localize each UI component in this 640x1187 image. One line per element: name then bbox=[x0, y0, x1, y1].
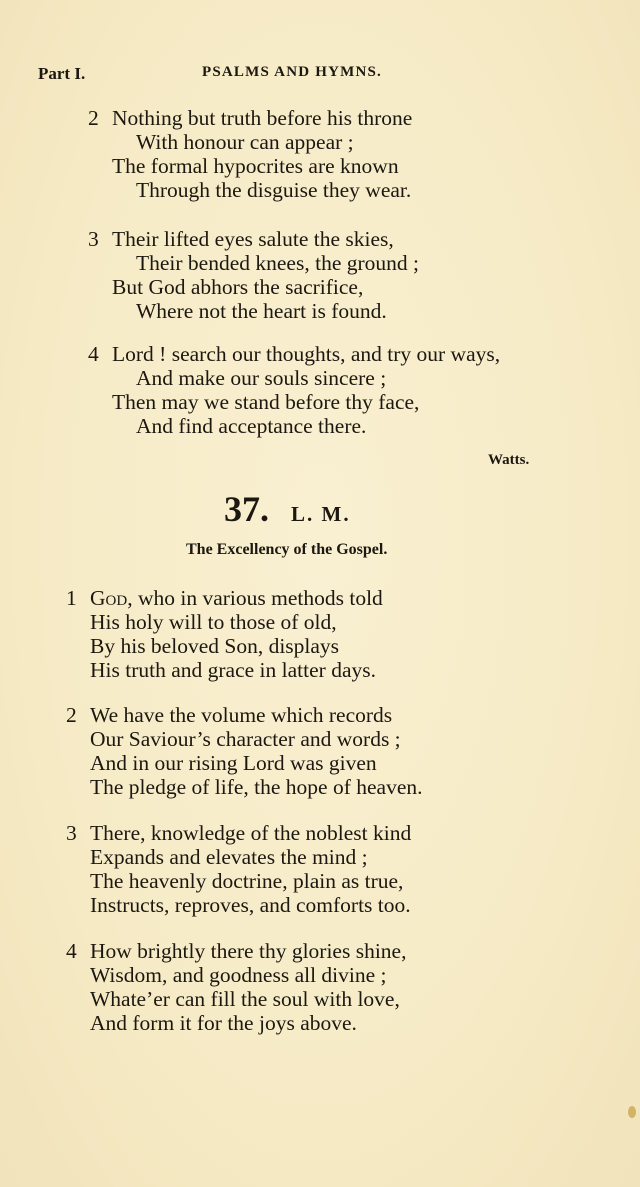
verse-line: Nothing but truth before his throne bbox=[112, 106, 413, 130]
hymn-number: 37. bbox=[224, 489, 269, 529]
verse-line: Through the disguise they wear. bbox=[136, 178, 412, 202]
stanza-number: 4 bbox=[88, 342, 99, 366]
hymn-37-stanza-4 bbox=[66, 939, 407, 1035]
verse-line: Our Saviour’s character and words ; bbox=[90, 727, 401, 751]
part-label: Part I. bbox=[38, 64, 86, 83]
verse-line: But God abhors the sacrifice, bbox=[112, 275, 364, 299]
verse-line: The heavenly doctrine, plain as true, bbox=[90, 869, 404, 893]
verse-line: Whate’er can fill the soul with love, bbox=[90, 987, 400, 1011]
hymn-subtitle: The Excellency of the Gospel. bbox=[186, 541, 388, 558]
first-word: God, bbox=[90, 586, 133, 610]
verse-line: Then may we stand before thy face, bbox=[112, 390, 420, 414]
verse-line: Expands and elevates the mind ; bbox=[90, 845, 368, 869]
verse-line: We have the volume which records bbox=[90, 703, 393, 727]
hymn-37-stanza-3 bbox=[66, 821, 412, 917]
running-head bbox=[38, 64, 418, 88]
verse-line: And in our rising Lord was given bbox=[90, 751, 377, 775]
verse-line: Wisdom, and goodness all divine ; bbox=[90, 963, 387, 987]
verse-line: His truth and grace in latter days. bbox=[90, 658, 376, 682]
verse-line: Their lifted eyes salute the skies, bbox=[112, 227, 394, 251]
stanza-number: 3 bbox=[66, 821, 77, 845]
stanza-number: 2 bbox=[66, 703, 77, 727]
hymn-37-stanza-2 bbox=[66, 703, 423, 799]
verse-line: His holy will to those of old, bbox=[90, 610, 337, 634]
hymn-36-stanza-2 bbox=[88, 106, 413, 202]
verse-line: By his beloved Son, displays bbox=[90, 634, 340, 658]
verse-line-rest: who in various methods told bbox=[132, 586, 383, 610]
verse-line: Where not the heart is found. bbox=[136, 299, 387, 323]
hymn-37-stanza-1 bbox=[66, 586, 383, 682]
verse-line: And find acceptance there. bbox=[136, 414, 367, 438]
stanza-number: 3 bbox=[88, 227, 99, 251]
paper-stain bbox=[628, 1106, 636, 1118]
verse-line: How brightly there thy glories shine, bbox=[90, 939, 407, 963]
verse-line: Their bended knees, the ground ; bbox=[136, 251, 419, 275]
stanza-number: 2 bbox=[88, 106, 99, 130]
stanza-number: 1 bbox=[66, 586, 77, 610]
verse-line: There, knowledge of the noblest kind bbox=[90, 821, 412, 845]
attribution: Watts. bbox=[488, 452, 530, 468]
hymn-heading bbox=[224, 488, 351, 538]
verse-line: The formal hypocrites are known bbox=[112, 154, 399, 178]
hymn-36-stanza-3 bbox=[88, 227, 419, 323]
verse-line: And make our souls sincere ; bbox=[136, 366, 387, 390]
verse-line: Instructs, reproves, and comforts too. bbox=[90, 893, 411, 917]
hymn-36-stanza-4 bbox=[88, 342, 501, 438]
verse-line: Lord ! search our thoughts, and try our ways, bbox=[112, 342, 501, 366]
verse-line: With honour can appear ; bbox=[136, 130, 354, 154]
verse-line bbox=[90, 586, 383, 610]
stanza-number: 4 bbox=[66, 939, 77, 963]
running-title: PSALMS AND HYMNS. bbox=[202, 64, 382, 80]
verse-line: The pledge of life, the hope of heaven. bbox=[90, 775, 423, 799]
hymn-meter: L. M. bbox=[291, 502, 351, 526]
verse-line: And form it for the joys above. bbox=[90, 1011, 357, 1035]
